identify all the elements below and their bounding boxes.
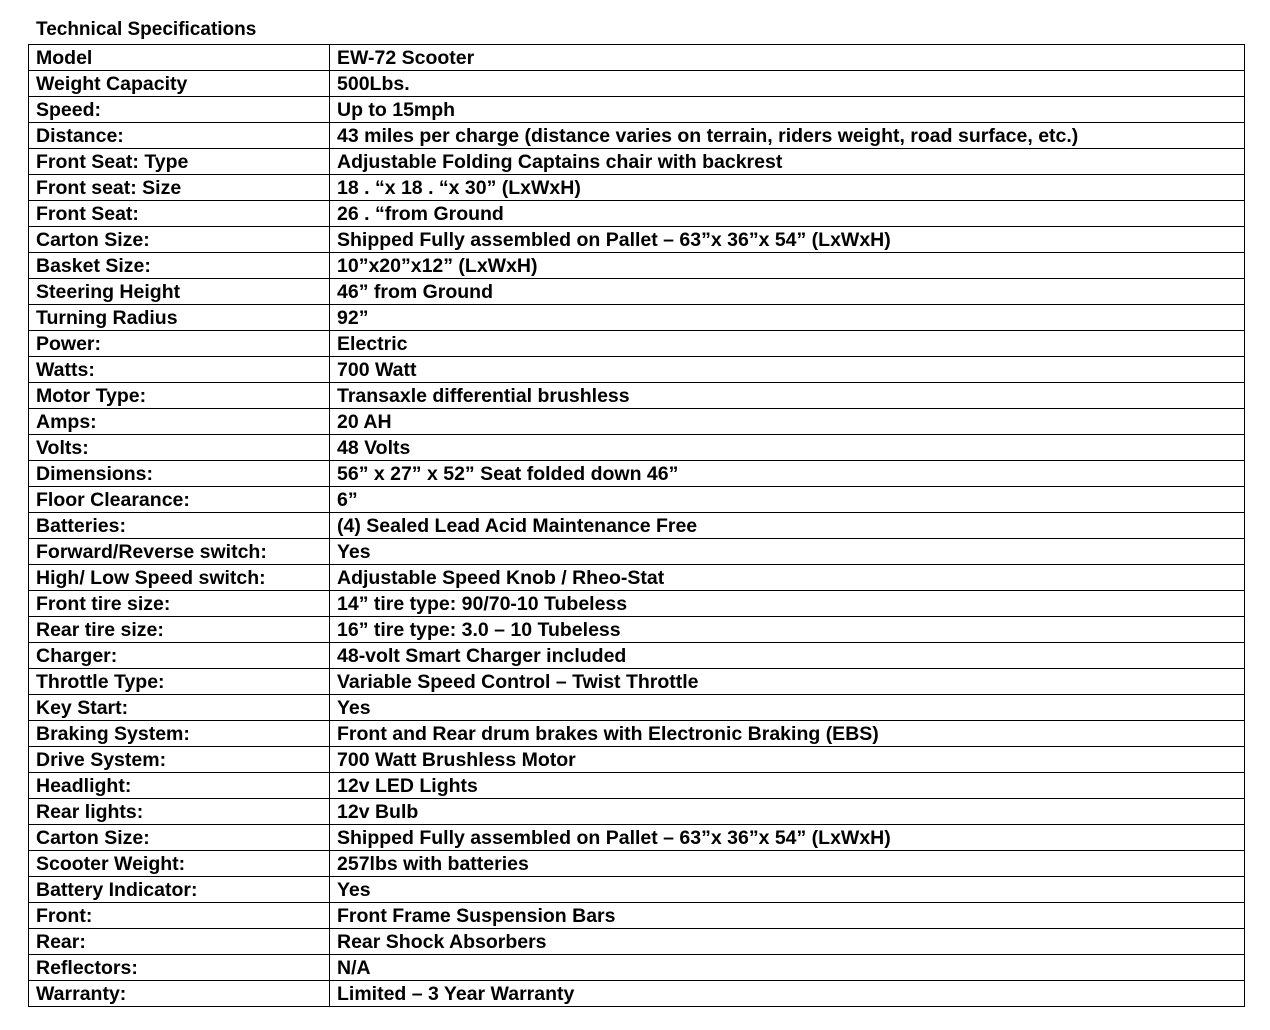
table-row: [29, 305, 1245, 331]
spec-label: Batteries:: [29, 513, 330, 539]
spec-value: (4) Sealed Lead Acid Maintenance Free: [330, 513, 1245, 539]
spec-value: 700 Watt Brushless Motor: [330, 747, 1245, 773]
spec-label: Basket Size:: [29, 253, 330, 279]
spec-value: Up to 15mph: [330, 97, 1245, 123]
spec-label: Floor Clearance:: [29, 487, 330, 513]
spec-label: Volts:: [29, 435, 330, 461]
spec-value: Adjustable Speed Knob / Rheo-Stat: [330, 565, 1245, 591]
spec-label: Power:: [29, 331, 330, 357]
table-row: [29, 955, 1245, 981]
spec-label: Watts:: [29, 357, 330, 383]
table-row: [29, 123, 1245, 149]
table-row: [29, 825, 1245, 851]
spec-label: Scooter Weight:: [29, 851, 330, 877]
spec-value: Transaxle differential brushless: [330, 383, 1245, 409]
spec-value: Yes: [330, 695, 1245, 721]
table-row: [29, 721, 1245, 747]
spec-label: Key Start:: [29, 695, 330, 721]
spec-label: Speed:: [29, 97, 330, 123]
spec-value: N/A: [330, 955, 1245, 981]
spec-label: Forward/Reverse switch:: [29, 539, 330, 565]
spec-label: Front tire size:: [29, 591, 330, 617]
table-row: [29, 331, 1245, 357]
spec-label: Carton Size:: [29, 227, 330, 253]
table-row: [29, 487, 1245, 513]
spec-value: Electric: [330, 331, 1245, 357]
table-row: [29, 851, 1245, 877]
spec-label: Steering Height: [29, 279, 330, 305]
spec-label: Reflectors:: [29, 955, 330, 981]
spec-label: Charger:: [29, 643, 330, 669]
table-row: [29, 695, 1245, 721]
table-row: [29, 643, 1245, 669]
spec-table-body: [29, 45, 1245, 1007]
spec-label: Battery Indicator:: [29, 877, 330, 903]
table-row: [29, 201, 1245, 227]
spec-label: High/ Low Speed switch:: [29, 565, 330, 591]
spec-label: Front Seat:: [29, 201, 330, 227]
spec-value: Shipped Fully assembled on Pallet – 63”x 36”x 54” (LxWxH): [330, 227, 1245, 253]
spec-label: Dimensions:: [29, 461, 330, 487]
spec-label: Rear:: [29, 929, 330, 955]
table-row: [29, 565, 1245, 591]
spec-label: Braking System:: [29, 721, 330, 747]
spec-value: Front and Rear drum brakes with Electronic Braking (EBS): [330, 721, 1245, 747]
spec-value: 16” tire type: 3.0 – 10 Tubeless: [330, 617, 1245, 643]
spec-value: 10”x20”x12” (LxWxH): [330, 253, 1245, 279]
spec-label: Model: [29, 45, 330, 71]
table-row: [29, 45, 1245, 71]
spec-value: Yes: [330, 877, 1245, 903]
spec-label: Carton Size:: [29, 825, 330, 851]
table-row: [29, 357, 1245, 383]
spec-value: 14” tire type: 90/70-10 Tubeless: [330, 591, 1245, 617]
table-row: [29, 253, 1245, 279]
spec-label: Rear tire size:: [29, 617, 330, 643]
spec-value: 500Lbs.: [330, 71, 1245, 97]
page-title: Technical Specifications: [36, 19, 257, 40]
spec-value: 26 . “from Ground: [330, 201, 1245, 227]
spec-value: 48 Volts: [330, 435, 1245, 461]
spec-label: Weight Capacity: [29, 71, 330, 97]
spec-value: 257lbs with batteries: [330, 851, 1245, 877]
table-row: [29, 97, 1245, 123]
spec-value: Limited – 3 Year Warranty: [330, 981, 1245, 1007]
spec-value: 6”: [330, 487, 1245, 513]
spec-label: Distance:: [29, 123, 330, 149]
spec-value: 43 miles per charge (distance varies on terrain, riders weight, road surface, etc.): [330, 123, 1245, 149]
table-row: [29, 773, 1245, 799]
table-row: [29, 591, 1245, 617]
table-row: [29, 279, 1245, 305]
spec-value: 700 Watt: [330, 357, 1245, 383]
table-row: [29, 903, 1245, 929]
spec-value: 20 AH: [330, 409, 1245, 435]
spec-label: Rear lights:: [29, 799, 330, 825]
spec-label: Front:: [29, 903, 330, 929]
spec-label: Front Seat: Type: [29, 149, 330, 175]
spec-value: 48-volt Smart Charger included: [330, 643, 1245, 669]
spec-value: 92”: [330, 305, 1245, 331]
table-row: [29, 175, 1245, 201]
table-row: [29, 617, 1245, 643]
table-row: [29, 227, 1245, 253]
spec-value: Rear Shock Absorbers: [330, 929, 1245, 955]
spec-label: Drive System:: [29, 747, 330, 773]
table-row: [29, 409, 1245, 435]
spec-value: 12v LED Lights: [330, 773, 1245, 799]
spec-label: Warranty:: [29, 981, 330, 1007]
table-row: [29, 669, 1245, 695]
table-row: [29, 539, 1245, 565]
table-row: [29, 461, 1245, 487]
spec-label: Amps:: [29, 409, 330, 435]
spec-label: Turning Radius: [29, 305, 330, 331]
spec-value: Variable Speed Control – Twist Throttle: [330, 669, 1245, 695]
spec-value: Adjustable Folding Captains chair with backrest: [330, 149, 1245, 175]
table-row: [29, 435, 1245, 461]
spec-value: 56” x 27” x 52” Seat folded down 46”: [330, 461, 1245, 487]
spec-value: Front Frame Suspension Bars: [330, 903, 1245, 929]
table-row: [29, 981, 1245, 1007]
spec-label: Headlight:: [29, 773, 330, 799]
spec-value: EW-72 Scooter: [330, 45, 1245, 71]
spec-value: 12v Bulb: [330, 799, 1245, 825]
table-row: [29, 71, 1245, 97]
spec-value: Shipped Fully assembled on Pallet – 63”x 36”x 54” (LxWxH): [330, 825, 1245, 851]
spec-label: Motor Type:: [29, 383, 330, 409]
table-row: [29, 929, 1245, 955]
spec-label: Front seat: Size: [29, 175, 330, 201]
spec-value: 46” from Ground: [330, 279, 1245, 305]
table-row: [29, 513, 1245, 539]
table-row: [29, 383, 1245, 409]
table-row: [29, 747, 1245, 773]
table-row: [29, 149, 1245, 175]
table-row: [29, 877, 1245, 903]
spec-table: [28, 44, 1245, 1007]
spec-value: Yes: [330, 539, 1245, 565]
spec-label: Throttle Type:: [29, 669, 330, 695]
table-row: [29, 799, 1245, 825]
spec-value: 18 . “x 18 . “x 30” (LxWxH): [330, 175, 1245, 201]
